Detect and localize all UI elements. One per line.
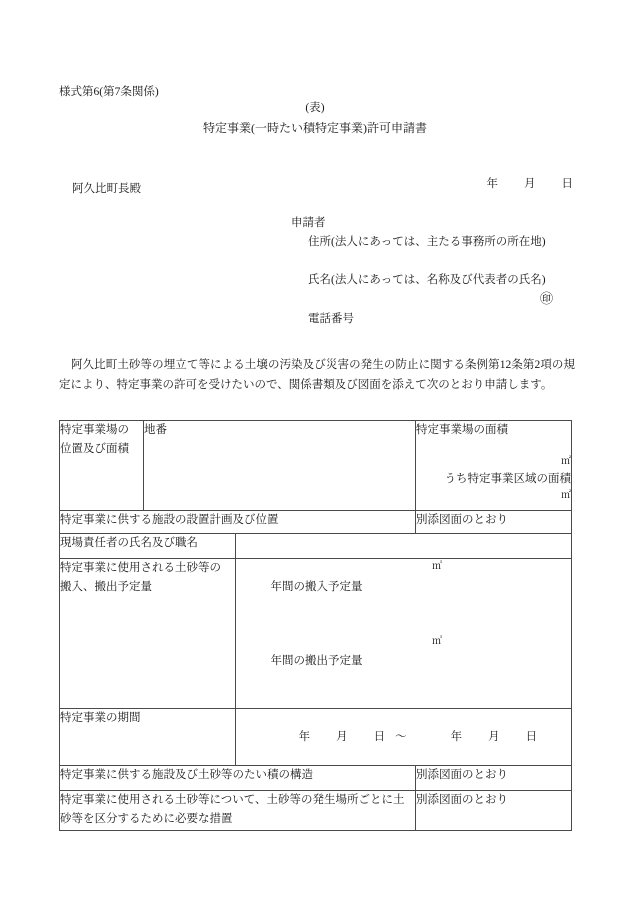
row4-inbound-label: 年間の搬入予定量 — [270, 580, 363, 593]
row5-label-cell — [60, 709, 236, 766]
row7-value-cell[interactable] — [416, 790, 572, 830]
row2-value: 別添図面のとおり — [416, 514, 508, 526]
omote-marker: (表) — [305, 102, 325, 114]
row4-value-cell[interactable] — [236, 559, 572, 709]
table-row-site-manager — [60, 534, 572, 559]
table-row-site-location — [60, 421, 572, 511]
addressee: 阿久比町長殿 — [72, 183, 141, 195]
row5-to-day: 日 — [525, 730, 538, 743]
row5-value-cell[interactable] — [236, 709, 572, 766]
row6-value: 別添図面のとおり — [416, 768, 508, 781]
date-day-label: 日 — [561, 177, 573, 190]
row2-value-cell[interactable] — [416, 511, 572, 534]
form-number: 様式第6(第7条関係) — [59, 86, 159, 98]
row7-label-line1: 特定事業に使用される土砂等について、土砂等の発生場所ごとに土 — [60, 793, 405, 806]
table-row-structure — [60, 765, 572, 790]
row2-label: 特定事業に供する施設の設置計画及び位置 — [60, 514, 279, 526]
row4-inbound-line — [236, 559, 571, 634]
row3-value-cell[interactable] — [236, 534, 572, 559]
row4-label-line1: 特定事業に使用される土砂等の — [60, 562, 221, 574]
date-month-label: 月 — [524, 177, 536, 190]
row5-from-day: 日 — [373, 730, 386, 743]
row1-lot-number-cell[interactable] — [144, 421, 416, 511]
row7-value: 別添図面のとおり — [416, 793, 508, 806]
row5-from-month: 月 — [336, 730, 348, 743]
table-row-period — [60, 709, 572, 766]
applicant-telephone-label: 電話番号 — [308, 313, 354, 325]
applicant-address-label: 住所(法人にあっては、主たる事務所の所在地) — [308, 236, 546, 248]
row5-to-month: 月 — [488, 730, 500, 743]
row5-range-mark: 〜 — [395, 730, 407, 743]
table-row-soil-volume — [60, 559, 572, 709]
row4-inbound-unit: ㎥ — [432, 561, 442, 572]
application-detail-table — [59, 420, 572, 831]
body-paragraph: 阿久比町土砂等の埋立て等による土壌の汚染及び災害の発生の防止に関する条例第12条第2項の規定により、特定事業の許可を受けたいので、関係書類及び図面を添えて次のとおり申請します。 — [59, 359, 575, 391]
row5-to-year: 年 — [450, 730, 463, 743]
table-row-separation-measures — [60, 790, 572, 830]
row1-label-line1: 特定事業場の — [60, 424, 129, 436]
row4-outbound-unit: ㎥ — [432, 635, 442, 647]
row3-label-cell — [60, 534, 236, 559]
document-title: 特定事業(一時たい積特定事業)許可申請書 — [203, 121, 427, 135]
row4-outbound-line — [236, 634, 571, 709]
row1-area-unit-1: ㎡ — [561, 455, 571, 467]
row1-label-cell — [60, 421, 144, 511]
row6-label-cell — [60, 765, 416, 790]
row1-area-cell[interactable] — [416, 421, 572, 511]
table-row-facility-plan — [60, 511, 572, 534]
row1-area-subtitle: うち特定事業区域の面積 — [444, 472, 571, 485]
row2-label-cell — [60, 511, 416, 534]
date-year-label: 年 — [486, 177, 498, 190]
row4-label-cell — [60, 559, 236, 709]
seal-stamp-icon: ㊞ — [540, 291, 554, 306]
row4-outbound-label: 年間の搬出予定量 — [270, 655, 363, 668]
row5-from-year: 年 — [298, 730, 311, 743]
row1-lot-number-label: 地番 — [144, 424, 167, 436]
applicant-label: 申請者 — [291, 217, 326, 229]
row6-value-cell[interactable] — [416, 765, 572, 790]
row6-label: 特定事業に供する施設及び土砂等のたい積の構造 — [60, 768, 313, 781]
row1-area-title: 特定事業場の面積 — [416, 424, 508, 436]
row7-label-line2: 砂等を区分するために必要な措置 — [60, 812, 233, 825]
row3-label: 現場責任者の氏名及び職名 — [60, 537, 198, 549]
row1-label-line2: 位置及び面積 — [60, 442, 129, 455]
applicant-name-label: 氏名(法人にあっては、名称及び代表者の氏名) — [308, 274, 546, 286]
row1-area-unit-2: ㎡ — [561, 490, 571, 502]
row5-label: 特定事業の期間 — [60, 712, 141, 724]
row4-label-line2: 搬入、搬出予定量 — [60, 580, 152, 593]
row7-label-cell — [60, 790, 416, 830]
